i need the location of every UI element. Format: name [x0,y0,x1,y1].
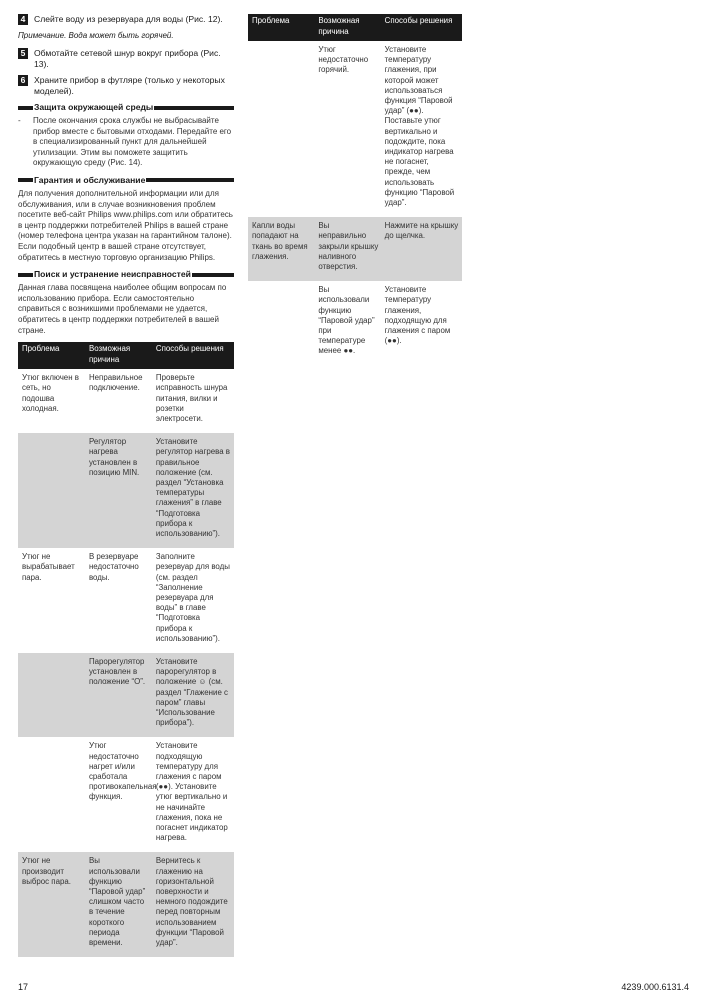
step-number: 4 [18,14,28,25]
heading-bar-right [192,273,234,277]
step-text: Слейте воду из резервуара для воды (Рис. 12). [34,14,223,24]
cell-problem: Утюг включен в сеть, но подошва холодная. [22,373,79,413]
steps-top [18,14,234,25]
steps-mid [18,48,234,97]
header-problem: Проблема [18,342,85,369]
troubleshooting-table-left [18,342,234,957]
doc-code: 4239.000.6131.4 [621,982,689,992]
cell-problem [18,433,85,548]
heading-bar-left [18,178,33,182]
header-cause: Возможная причина [85,342,152,369]
table-row [248,281,462,365]
cell-cause: Утюг недостаточно горячий. [318,45,369,75]
table-row [18,433,234,548]
cell-solution: Установите подходящую температуру для глажения с паром (●●). Установите утюг вертикально и не начинайте глажения, пока не погаснет индикатор нагрева. [155,741,228,843]
cell-solution: Установите парорегулятор в положение ☺ (см. раздел “Глажение с паром” главы “Использование прибора”). [152,653,234,737]
cell-solution: Вернитесь к глажению на горизонтальной поверхности и немного подождите перед повторным использованием функции “Паровой удар”. [152,852,234,957]
step-number: 6 [18,75,28,86]
page-number: 17 [18,982,29,992]
cell-cause: Вы неправильно закрыли крышку наливного отверстия. [314,217,380,281]
cell-cause: Вы использовали функцию “Паровой удар” при температуре менее ●●. [318,285,375,356]
table-header-row [18,342,234,369]
cell-problem [18,653,85,737]
cell-problem: Утюг не вырабатывает пара. [22,552,75,582]
environment-text: После окончания срока службы не выбрасывайте прибор вместе с бытовыми отходами. Передайте его в специализированный пункт для дальнейшей утилизации. Этим вы поможете защитить окружающую среду (Рис. 14). [33,116,232,168]
table-row [248,217,462,281]
table-row [18,737,234,852]
cell-problem: Утюг не производит выброс пара. [18,852,85,957]
dash-bullet: - [18,116,21,125]
step-item [18,48,234,70]
cell-solution: Заполните резервуар для воды (см. раздел “Заполнение резервуара для воды” в главе “Подготовка прибора к использованию”). [155,552,230,643]
cell-cause: Неправильное подключение. [88,373,143,393]
right-column [248,14,462,366]
left-column [18,14,234,957]
cell-solution: Нажмите на крышку до щелчка. [381,217,462,281]
header-problem: Проблема [248,14,314,41]
cell-problem [18,737,85,852]
note: Примечание. Вода может быть горячей. [18,31,174,40]
table-row [18,369,234,433]
guarantee-heading-text: Гарантия и обслуживание [34,174,146,185]
heading-bar-left [18,273,33,277]
environment-heading [18,102,234,113]
cell-problem: Капли воды попадают на ткань во время глажения. [248,217,314,281]
cell-cause: Вы использовали функцию “Паровой удар” слишком часто в течение короткого периода времени. [85,852,152,957]
header-solution: Способы решения [152,342,234,369]
heading-bar-right [146,178,234,182]
table-row [248,41,462,217]
cell-solution: Установите регулятор нагрева в правильное положение (см. раздел “Установка температуры глажения” в главе “Подготовка прибора к использованию”). [152,433,234,548]
step-number: 5 [18,48,28,59]
cell-solution: Установите температуру глажения, при которой может использоваться функция “Паровой удар” (●●). Поставьте утюг вертикально и подождите, пока индикатор нагрева не погаснет, прежде, чем использовать функцию “Паровой удар”. [384,45,455,208]
troubleshooting-heading-text: Поиск и устранение неисправностей [34,269,191,280]
cell-solution: Установите температуру глажения, подходящую для глажения с паром (●●). [384,285,451,346]
environment-heading-text: Защита окружающей среды [34,102,154,112]
cell-solution: Проверьте исправность шнура питания, вилки и розетки электросети. [155,373,228,423]
header-cause: Возможная причина [314,14,380,41]
step-item [18,75,234,97]
table-row [18,548,234,653]
table-header-row [248,14,462,41]
cell-cause: Утюг недостаточно нагрет и/или сработала противокапельная функция. [88,741,157,802]
cell-problem [248,41,314,217]
heading-bar-right [154,106,234,110]
heading-bar-left [18,106,33,110]
header-solution: Способы решения [381,14,462,41]
cell-cause: В резервуаре недостаточно воды. [88,552,139,582]
troubleshooting-table-right [248,14,462,366]
guarantee-heading [18,175,234,186]
cell-cause: Парорегулятор установлен в положение “O”. [85,653,152,737]
table-row [18,653,234,737]
table-row [18,852,234,957]
troubleshooting-heading [18,269,234,280]
step-text: Обмотайте сетевой шнур вокруг прибора (Рис. 13). [34,48,221,69]
cell-cause: Регулятор нагрева установлен в позицию MIN. [85,433,152,548]
step-text: Храните прибор в футляре (только у некоторых моделей). [34,75,225,96]
cell-problem [248,281,314,365]
environment-item [18,116,234,169]
troubleshooting-text: Данная глава посвящена наиболее общим вопросам по использованию прибора. Если самостоятельно справиться с возникшими проблемами не удается, обратитесь в центр поддержки потребителей в вашей стране. [18,283,227,335]
step-item [18,14,234,25]
guarantee-text: Для получения дополнительной информации или для обслуживания, или в случае возникновения проблем посетите веб-сайт Philips www.philips.com или обратитесь в центр поддержки потребителей Philips в вашей стране (номер телефона центра указан на гарантийном талоне). Если подобный центр в вашей стране отсутствует, обратитесь в местную торговую организацию Philips. [18,188,233,262]
